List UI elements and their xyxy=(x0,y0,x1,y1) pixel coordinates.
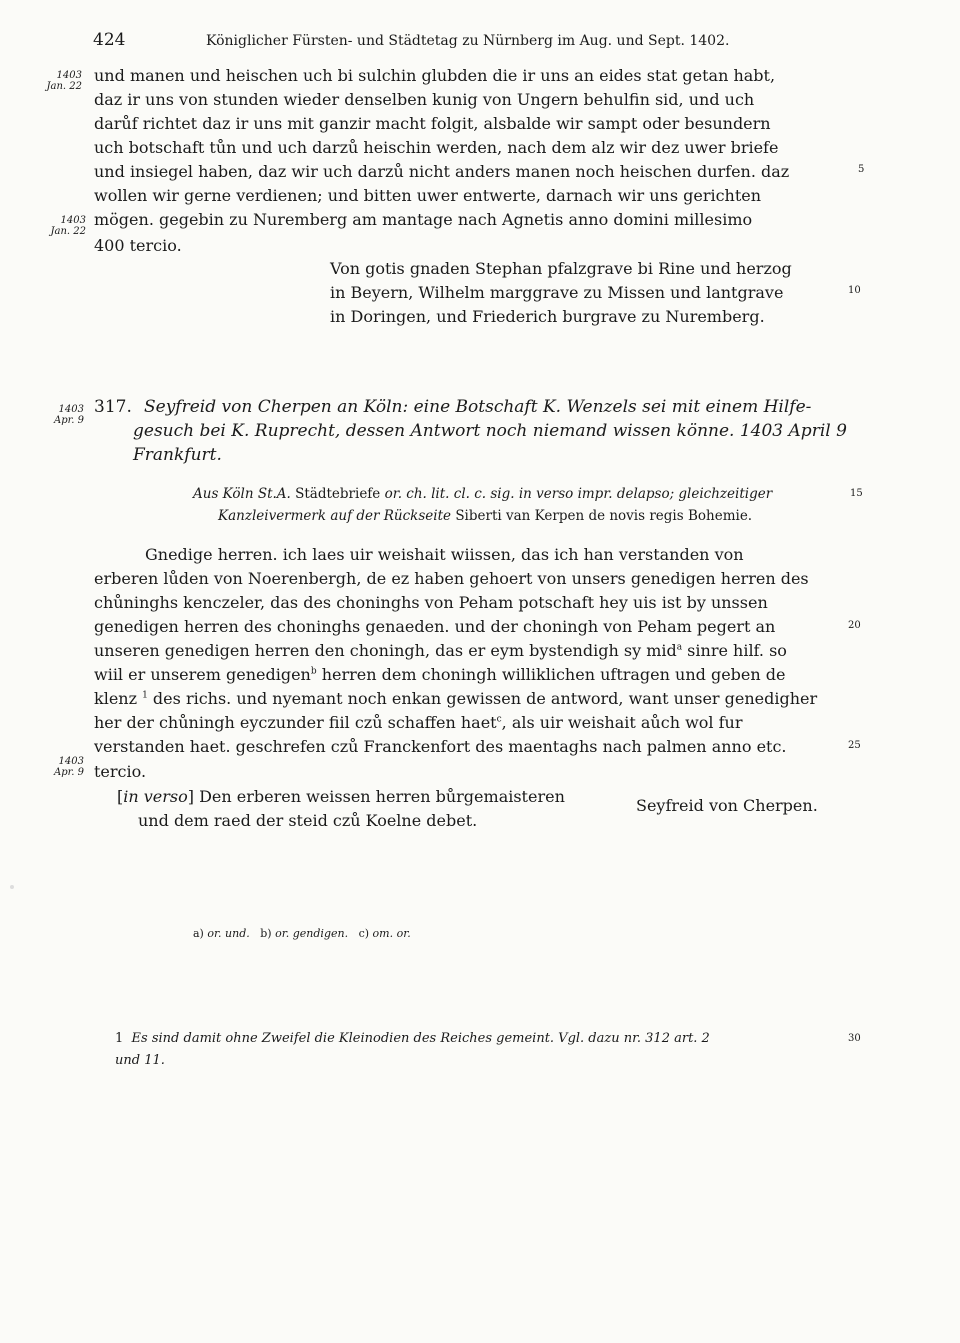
document-heading-line: Seyfreid von Cherpen an Köln: eine Botschaft K. Wenzels sei mit einem Hilfe- xyxy=(144,397,812,417)
address-line xyxy=(117,787,565,806)
letter-text-line: erberen lůden von Noerenbergh, de ez haben gehoert von unsers genedigen herren des xyxy=(94,569,809,588)
letter-text-line xyxy=(94,689,817,708)
signature-line: in Doringen, und Friederich burgrave zu Nuremberg. xyxy=(330,307,765,326)
signature-line: Von gotis gnaden Stephan pfalzgrave bi Rine und herzog xyxy=(330,259,792,278)
letter-text-line: chůninghs kenczeler, das des choninghs von Peham potschaft hey uis ist by unssen xyxy=(94,593,768,612)
letter-line: uch botschaft tůn und uch darzů heischin werden, nach dem alz wir dez uwer briefe xyxy=(94,138,779,157)
source-verso: in verso impr. delapso; gleichzeitiger xyxy=(518,486,773,502)
letter-line: 400 tercio. xyxy=(94,236,182,255)
letter-line: daz ir uns von stunden wieder denselben kunig von Ungern behulfin sid, und uch xyxy=(94,90,755,109)
line-number: 10 xyxy=(848,285,861,296)
text-segment: herren dem choningh williklichen uftragen und geben de xyxy=(316,665,786,684)
page-number: 424 xyxy=(93,30,126,50)
apparatus-label: b) xyxy=(260,927,272,940)
letter-line: und manen und heischen uch bi sulchin glubden die ir uns an eides stat getan habt, xyxy=(94,66,776,85)
source-endorsement: Siberti van Kerpen de novis regis Bohemie. xyxy=(455,508,753,524)
letter-text-line xyxy=(94,641,787,660)
margin-date-year: 1403 xyxy=(58,404,84,415)
margin-date-year: 1403 xyxy=(58,756,84,767)
footnote-line: und 11. xyxy=(115,1053,165,1068)
text-segment: sinre hilf. so xyxy=(682,641,787,660)
letter-line: und insiegel haben, daz wir uch darzů nicht anders manen noch heischen durfen. daz xyxy=(94,162,790,181)
line-number: 25 xyxy=(848,740,861,751)
apparatus-mark: c xyxy=(496,714,502,725)
margin-date-4 xyxy=(44,756,84,778)
margin-date-day: Apr. 9 xyxy=(53,767,84,778)
document-heading-line: Frankfurt. xyxy=(133,445,222,465)
line-number: 20 xyxy=(848,620,861,631)
margin-date-1 xyxy=(42,70,82,92)
verso-label: in verso xyxy=(123,787,188,806)
line-number: 15 xyxy=(850,488,863,499)
dust-speck xyxy=(10,885,14,889)
letter-signature: Seyfreid von Cherpen. xyxy=(636,796,818,815)
margin-date-day: Jan. 22 xyxy=(50,226,86,237)
text-segment: klenz xyxy=(94,689,143,708)
letter-text-line: verstanden haet. geschrefen czů Franckenfort des maentaghs nach palmen anno etc. xyxy=(94,737,787,756)
line-number: 5 xyxy=(858,164,865,175)
apparatus-label: a) xyxy=(193,927,204,940)
margin-date-3 xyxy=(44,404,84,426)
letter-text-line xyxy=(94,713,743,732)
bracket: [ xyxy=(117,787,124,806)
text-segment: her der chůningh eyczunder fiil czů schaffen haet xyxy=(94,713,497,732)
apparatus-text: or. und. xyxy=(207,927,250,940)
footnote-text: Es sind damit ohne Zweifel die Kleinodien des Reiches gemeint. Vgl. dazu nr. 312 art. 2 xyxy=(131,1031,710,1046)
address-text: ] Den erberen weissen herren bůrgemaisteren xyxy=(187,787,565,806)
letter-text-line xyxy=(94,665,786,684)
text-segment: wiil er unserem genedigen xyxy=(94,665,311,684)
letter-text-line: tercio. xyxy=(94,762,147,781)
source-note: Kanzleivermerk auf der Rückseite xyxy=(218,508,452,524)
letter-line: darůf richtet daz ir uns mit ganzir macht folgit, alsbalde wir sampt oder besundern xyxy=(94,114,771,133)
source-line xyxy=(218,508,752,524)
apparatus-notes xyxy=(193,927,411,940)
letter-line: mögen. gegebin zu Nuremberg am mantage nach Agnetis anno domini millesimo xyxy=(94,210,753,229)
margin-date-day: Jan. 22 xyxy=(46,81,82,92)
source-line xyxy=(193,486,772,502)
address-line: und dem raed der steid czů Koelne debet. xyxy=(138,811,478,830)
signature-line: in Beyern, Wilhelm marggrave zu Missen und lantgrave xyxy=(330,283,784,302)
source-collection: Städtebriefe xyxy=(295,486,381,502)
source-archive: Aus Köln St.A. xyxy=(193,486,291,502)
footnote-line xyxy=(115,1031,710,1046)
document-number: 317. xyxy=(94,397,132,417)
line-number: 30 xyxy=(848,1033,861,1044)
footnote-mark: 1 xyxy=(142,690,148,701)
text-segment: unseren genedigen herren den choningh, das er eym bystendigh sy mid xyxy=(94,641,677,660)
apparatus-mark: b xyxy=(310,666,317,677)
margin-date-day: Apr. 9 xyxy=(53,415,84,426)
margin-date-2 xyxy=(46,215,86,237)
apparatus-text: om. or. xyxy=(372,927,411,940)
text-segment: des richs. und nyemant noch enkan gewissen de antword, want unser genedigher xyxy=(147,689,818,708)
source-format: or. ch. lit. cl. c. sig. xyxy=(384,486,515,502)
apparatus-text: or. gendigen. xyxy=(275,927,349,940)
document-heading-line: gesuch bei K. Ruprecht, dessen Antwort noch niemand wissen könne. 1403 April 9 xyxy=(133,421,847,441)
running-title: Königlicher Fürsten- und Städtetag zu Nürnberg im Aug. und Sept. 1402. xyxy=(206,33,730,49)
letter-line: wollen wir gerne verdienen; und bitten uwer entwerte, darnach wir uns gerichten xyxy=(94,186,762,205)
margin-date-year: 1403 xyxy=(60,215,86,226)
letter-text-line: genedigen herren des choninghs genaeden. und der choningh von Peham pegert an xyxy=(94,617,776,636)
apparatus-label: c) xyxy=(358,927,370,940)
apparatus-mark: a xyxy=(676,642,683,653)
margin-date-year: 1403 xyxy=(56,70,82,81)
text-segment: , als uir weishait aůch wol fur xyxy=(501,713,743,732)
letter-text-line: Gnedige herren. ich laes uir weishait wiissen, das ich han verstanden von xyxy=(145,545,744,564)
footnote-number: 1 xyxy=(115,1031,124,1046)
